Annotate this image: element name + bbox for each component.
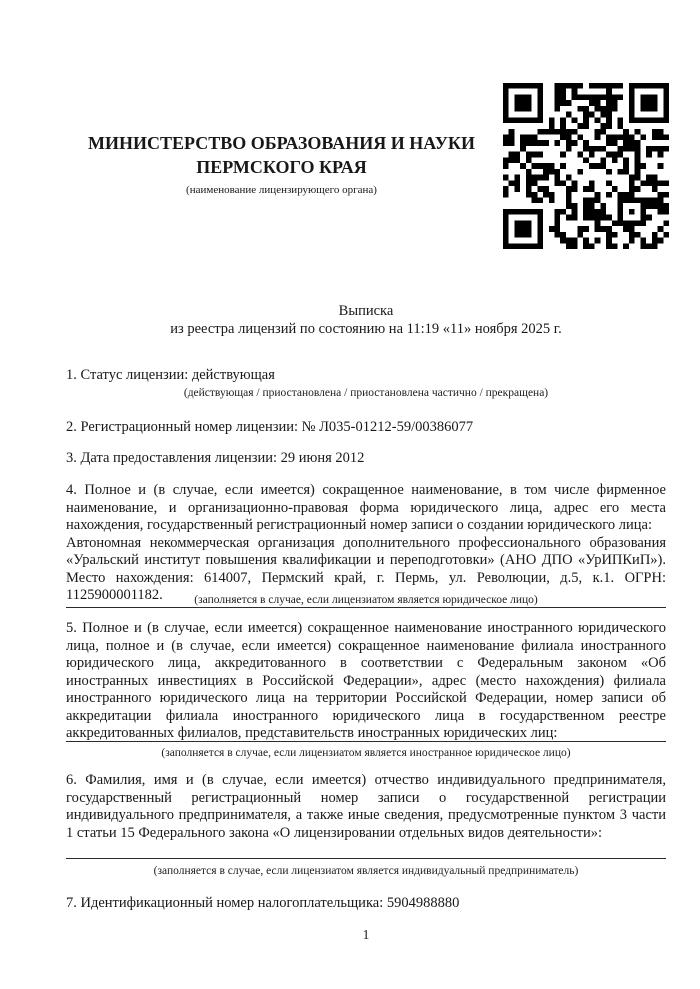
item-registration-number: 2. Регистрационный номер лицензии: № Л035-01212-59/00386077 (66, 419, 474, 435)
item-license-status: 1. Статус лицензии: действующая (66, 367, 275, 383)
item-legal-entity-statute: 4. Полное и (в случае, если имеется) сокращенное наименование, в том числе фирменное наименование, и организационно-правовая форма юридического лица, адрес его места нахождения, государственный регистрационный номер записи о создании юридического лица: (66, 482, 666, 533)
document-title-line1: Выписка (338, 303, 394, 319)
item-license-status-caption: (действующая / приостановлена / приостановлена частично / прекращена) (183, 387, 549, 399)
item-legal-entity-caption: (заполняется в случае, если лицензиатом является юридическое лицо) (194, 594, 538, 606)
document-title (66, 303, 666, 338)
item-taxpayer-number: 7. Идентификационный номер налогоплательщика: 5904988880 (66, 895, 460, 911)
item-individual: 6. Фамилия, имя и (в случае, если имеется) отчество индивидуального предпринимателя, государственный регистрационный номер записи о государственной регистрации индивидуального предпринимателя, а также иные сведения, предусмотренные пунктом 3 части 1 статьи 15 Федерального закона «О лицензировании отдельных видов деятельности»: (66, 772, 666, 841)
item-grant-date: 3. Дата предоставления лицензии: 29 июня 2012 (66, 450, 365, 466)
ministry-caption: (наименование лицензирующего органа) (186, 184, 377, 196)
ministry-name-line2: ПЕРМСКОГО КРАЯ (196, 157, 367, 177)
ministry-name (66, 131, 497, 179)
item-individual-caption: (заполняется в случае, если лицензиатом является индивидуальный предприниматель) (153, 865, 579, 877)
item-foreign-entity: 5. Полное и (в случае, если имеется) сокращенное наименование иностранного юридического лица, полное и (в случае, если имеется) сокращенное наименование филиала иностранного юридического лица, аккредитованного в соответствии с Федеральным законом «Об иностранных инвестициях в Российской Федерации», адрес (место нахождения) филиала иностранного юридического лица на территории Российской Федерации, номер записи об аккредитации филиала иностранного юридического лица в государственном реестре аккредитованных филиалов, представительств иностранных юридических лиц: (66, 620, 666, 741)
item-individual-blank-line (66, 858, 666, 859)
ministry-header (66, 131, 497, 197)
item-legal-entity-value: Автономная некоммерческая организация дополнительного профессионального образования «Уральский институт повышения квалификации и переподготовки» (АНО ДПО «УрИПКиП»). Место нахождения: 614007, Пермский край, г. Пермь, ул. Революции, д.5, к.1. ОГРН: 1125900001182. (66, 534, 666, 603)
item-legal-entity (66, 482, 666, 608)
item-foreign-entity-caption: (заполняется в случае, если лицензиатом является иностранное юридическое лицо) (161, 747, 571, 759)
qr-code-icon (503, 83, 669, 249)
document-title-line2: из реестра лицензий по состоянию на 11:19 «11» ноября 2025 г. (170, 320, 562, 337)
item-foreign-entity-blank-line (66, 741, 666, 742)
ministry-name-line1: МИНИСТЕРСТВО ОБРАЗОВАНИЯ И НАУКИ (88, 133, 475, 153)
page-number: 1 (362, 927, 370, 942)
